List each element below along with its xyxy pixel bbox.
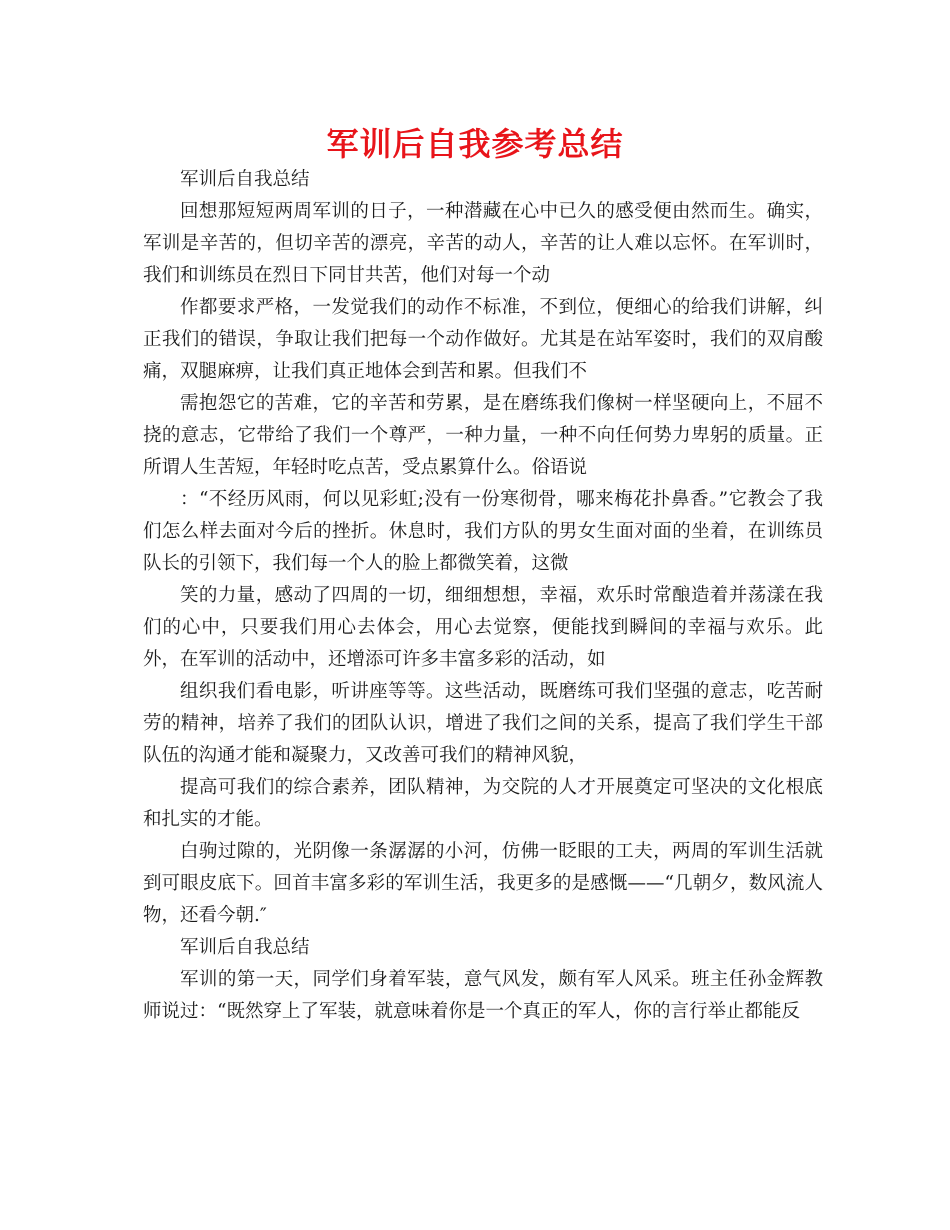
paragraph: 回想那短短两周军训的日子，一种潜藏在心中已久的感受便由然而生。确实，军训是辛苦的，但切辛苦的漂亮，辛苦的动人，辛苦的让人难以忘怀。在军训时，我们和训练员在烈日下同甘共苦，他们对每一个动 [143,201,823,286]
document-title: 军训后自我参考总结 [326,125,624,163]
paragraph: 军训的第一天，同学们身着军装，意气风发，颇有军人风采。班主任孙金辉教师说过：“既然穿上了军装，就意味着你是一个真正的军人，你的言行举止都能反 [143,969,823,1022]
paragraph: 白驹过隙的，光阴像一条潺潺的小河，仿佛一眨眼的工夫，两周的军训生活就到可眼皮底下。回首丰富多彩的军训生活，我更多的是感慨——“几朝夕，数风流人物，还看今朝.″ [143,841,823,926]
paragraph: 笑的力量，感动了四周的一切，细细想想，幸福，欢乐时常酿造着并荡漾在我们的心中，只要我们用心去体会，用心去觉察，便能找到瞬间的幸福与欢乐。此外，在军训的活动中，还增添可许多丰富多彩的活动，如 [143,585,823,670]
document-body [143,164,823,1028]
section-heading: 军训后自我总结 [180,937,310,958]
paragraph: 作都要求严格，一发觉我们的动作不标准，不到位，便细心的给我们讲解，纠正我们的错误，争取让我们把每一个动作做好。尤其是在站军姿时，我们的双肩酸痛，双腿麻痹，让我们真正地体会到苦和累。但我们不 [143,297,823,382]
paragraph: 需抱怨它的苦难，它的辛苦和劳累，是在磨练我们像树一样坚硬向上，不屈不挠的意志，它带给了我们一个尊严，一种力量，一种不向任何势力卑躬的质量。正所谓人生苦短，年轻时吃点苦，受点累算什么。俗语说 [143,393,823,478]
paragraph: 提高可我们的综合素养，团队精神，为交院的人才开展奠定可坚决的文化根底和扎实的才能。 [143,777,823,830]
section-heading: 军训后自我总结 [180,169,310,190]
paragraph: 组织我们看电影，听讲座等等。这些活动，既磨练可我们坚强的意志，吃苦耐劳的精神，培养了我们的团队认识，增进了我们之间的关系，提高了我们学生干部队伍的沟通才能和凝聚力，又改善可我们的精神风貌， [143,681,823,766]
paragraph: ：“不经历风雨，何以见彩虹;没有一份寒彻骨，哪来梅花扑鼻香。”它教会了我们怎么样去面对今后的挫折。休息时，我们方队的男女生面对面的坐着，在训练员队长的引领下，我们每一个人的脸上都微笑着，这微 [143,489,823,574]
